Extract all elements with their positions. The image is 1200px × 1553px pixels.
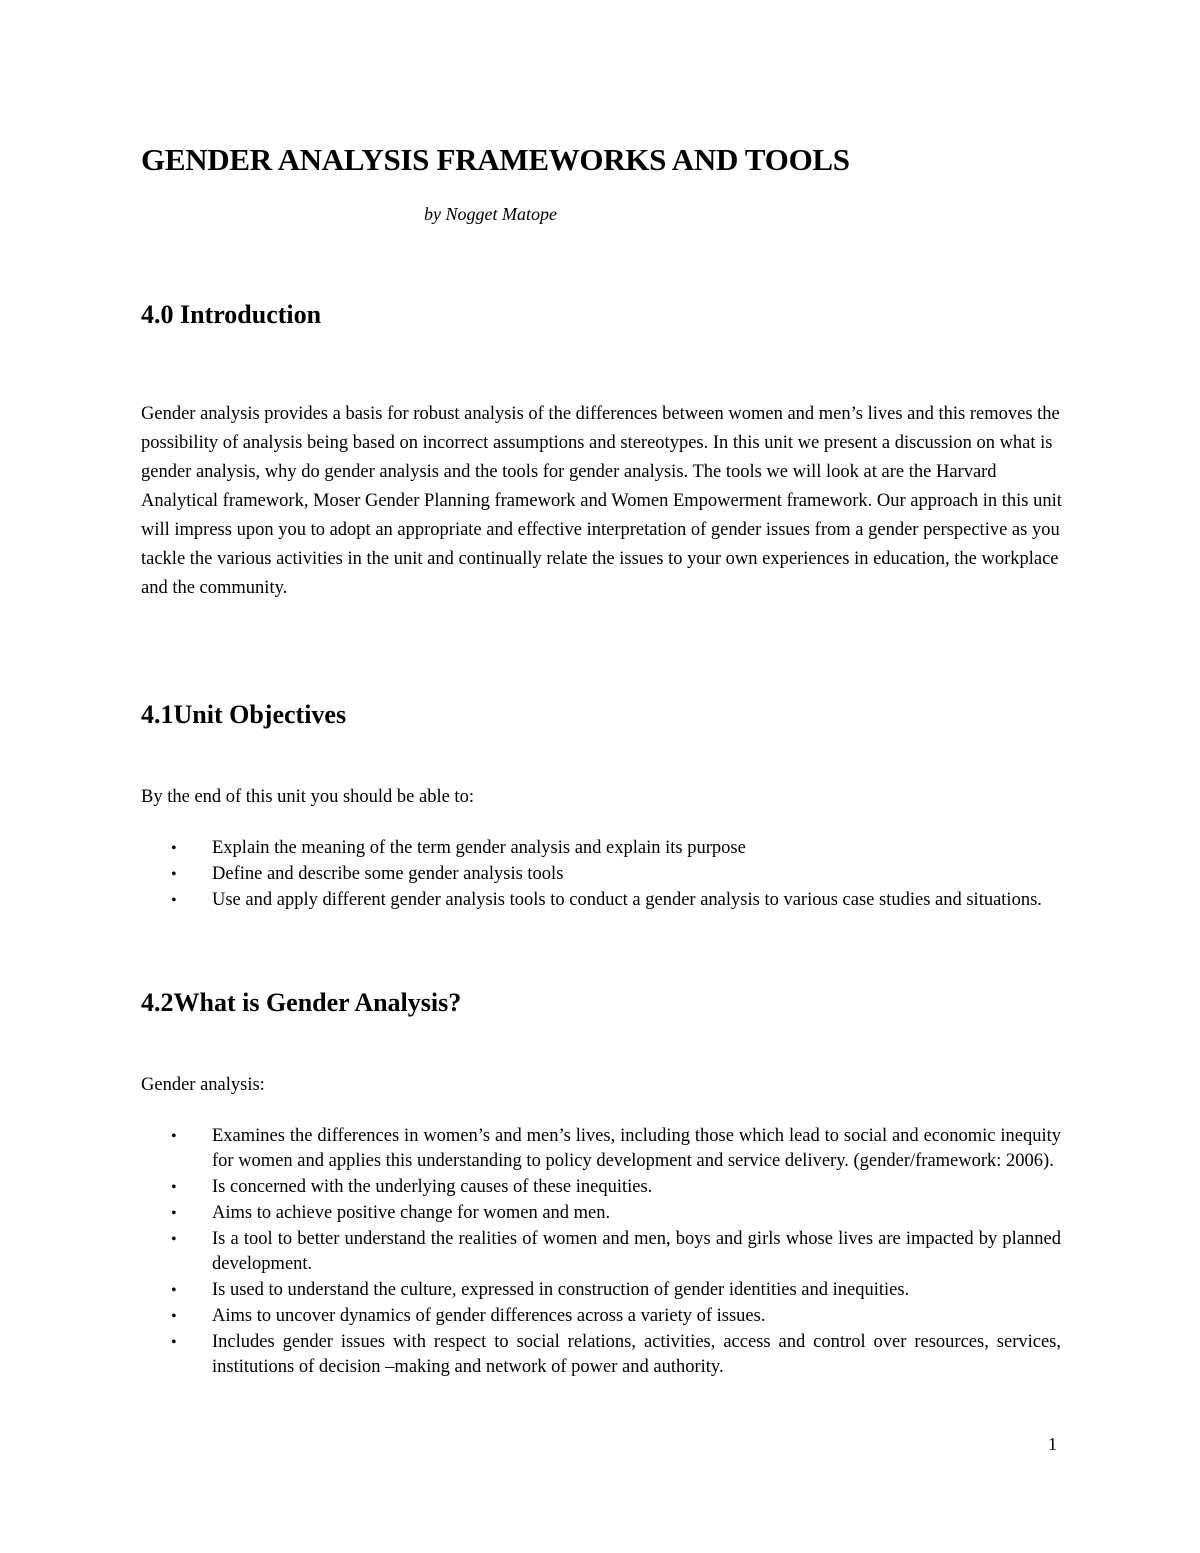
list-item (141, 1227, 1061, 1277)
list-item-text: Examines the differences in women’s and men’s lives, including those which lead to social and economic inequity for women and applies this understanding to policy development and service delivery. (gender/framework: 2006). (212, 1126, 1061, 1171)
list-item (141, 836, 1061, 861)
heading-what-is-gender-analysis: 4.2What is Gender Analysis? (141, 988, 462, 1017)
bullet-icon: • (171, 1205, 177, 1222)
objectives-lead: By the end of this unit you should be able to: (141, 787, 474, 807)
list-item-text: Explain the meaning of the term gender analysis and explain its purpose (212, 838, 746, 858)
list-item-text: Aims to uncover dynamics of gender differences across a variety of issues. (212, 1306, 766, 1326)
gender-analysis-lead: Gender analysis: (141, 1075, 265, 1095)
list-item (141, 888, 1061, 913)
bullet-icon: • (171, 866, 177, 883)
bullet-icon: • (171, 1308, 177, 1325)
list-item (141, 1304, 1061, 1329)
bullet-icon: • (171, 1282, 177, 1299)
list-item-text: Is a tool to better understand the realities of women and men, boys and girls whose lives are impacted by planned development. (212, 1229, 1061, 1274)
list-item (141, 1330, 1061, 1380)
list-item-text: Is concerned with the underlying causes of these inequities. (212, 1177, 653, 1197)
list-item (141, 1124, 1061, 1174)
objectives-list (141, 836, 1061, 914)
list-item (141, 1278, 1061, 1303)
introduction-paragraph: Gender analysis provides a basis for robust analysis of the differences between women and men’s lives and this removes the possibility of analysis being based on incorrect assumptions and stereotypes. In this unit we present a discussion on what is gender analysis, why do gender analysis and the tools for gender analysis. The tools we will look at are the Harvard Analytical framework, Moser Gender Planning framework and Women Empowerment framework. Our approach in this unit will impress upon you to adopt an appropriate and effective interpretation of gender issues from a gender perspective as you tackle the various activities in the unit and continually relate the issues to your own experiences in education, the workplace and the community. (141, 404, 1062, 598)
bullet-icon: • (171, 840, 177, 857)
list-item-text: Includes gender issues with respect to social relations, activities, access and control over resources, services, institutions of decision –making and network of power and authority. (212, 1332, 1061, 1377)
list-item-text: Define and describe some gender analysis tools (212, 864, 564, 884)
bullet-icon: • (171, 892, 177, 909)
bullet-icon: • (171, 1179, 177, 1196)
page-number: 1 (1048, 1434, 1057, 1454)
list-item (141, 1201, 1061, 1226)
author-byline: by Nogget Matope (424, 204, 557, 224)
bullet-icon: • (171, 1128, 177, 1145)
list-item-text: Aims to achieve positive change for women and men. (212, 1203, 611, 1223)
gender-analysis-list (141, 1124, 1061, 1381)
list-item-text: Use and apply different gender analysis tools to conduct a gender analysis to various case studies and situations. (212, 890, 1042, 910)
list-item (141, 862, 1061, 887)
bullet-icon: • (171, 1334, 177, 1351)
bullet-icon: • (171, 1231, 177, 1248)
heading-unit-objectives: 4.1Unit Objectives (141, 700, 347, 729)
list-item (141, 1175, 1061, 1200)
document-title: GENDER ANALYSIS FRAMEWORKS AND TOOLS (141, 142, 850, 177)
heading-introduction: 4.0 Introduction (141, 300, 322, 329)
list-item-text: Is used to understand the culture, expressed in construction of gender identities and inequities. (212, 1280, 910, 1300)
